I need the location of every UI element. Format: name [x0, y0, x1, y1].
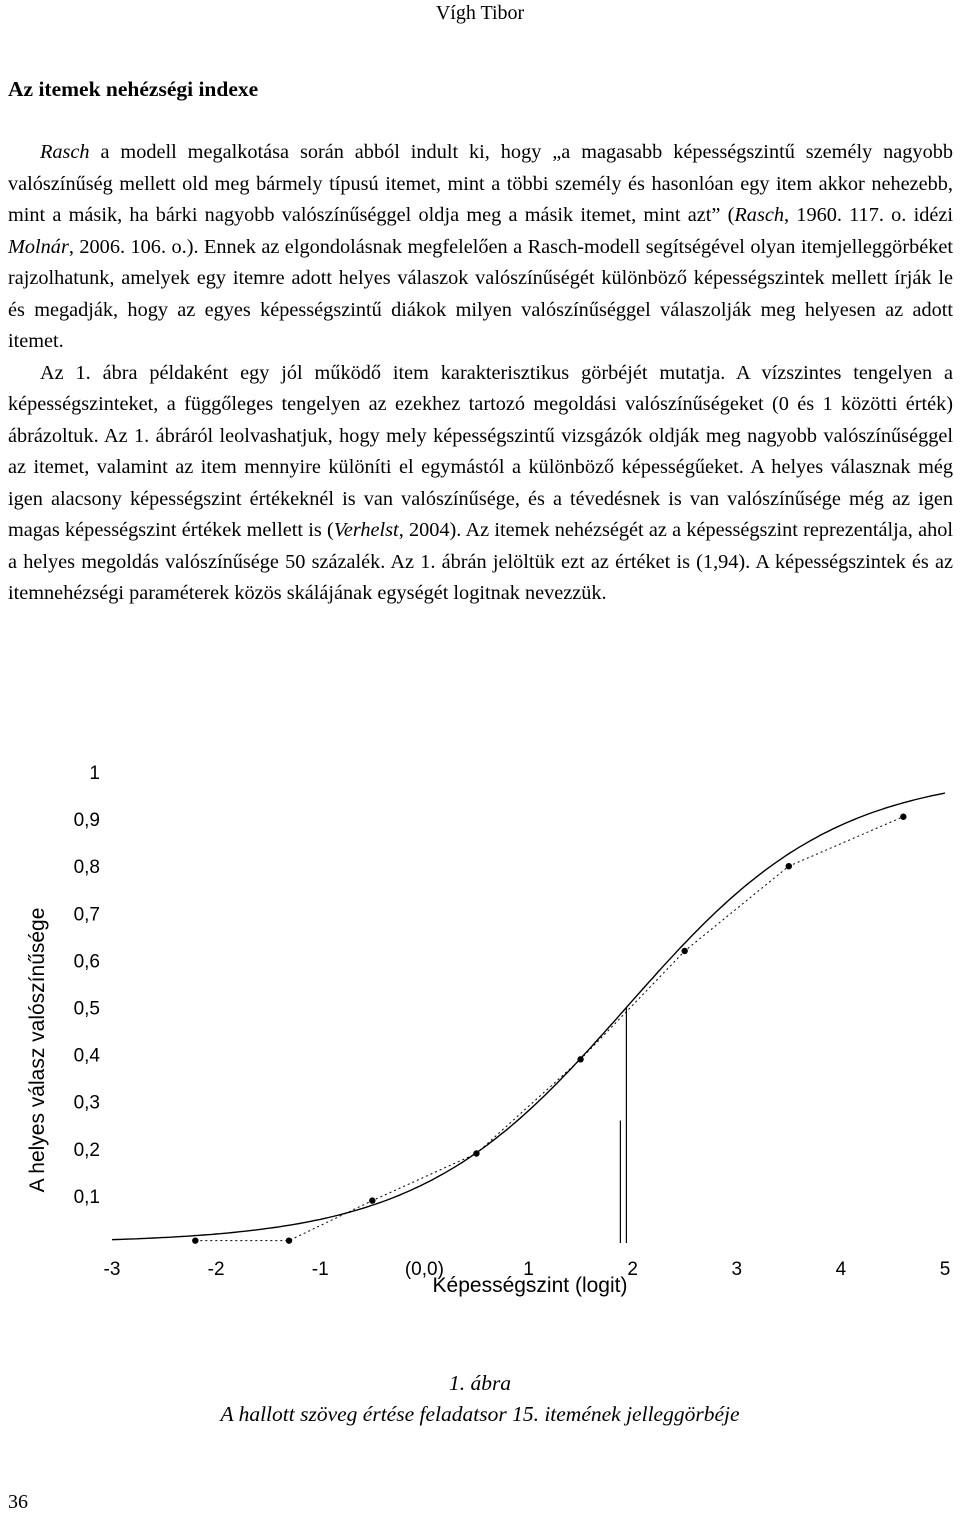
observed-point	[473, 1150, 479, 1156]
observed-point	[786, 863, 792, 869]
section-title: Az itemek nehézségi indexe	[8, 77, 259, 101]
x-tick-label: 2	[627, 1259, 638, 1280]
y-tick-label: 0,1	[73, 1186, 100, 1208]
citation-author: Rasch	[40, 141, 90, 163]
y-tick-label: 0,8	[73, 857, 100, 879]
paragraph-2	[8, 358, 953, 610]
text-run: , 1960. 117. o. idézi	[784, 204, 953, 226]
citation-author: Molnár	[8, 235, 69, 258]
paragraph-1	[8, 137, 953, 358]
observed-point	[369, 1197, 375, 1203]
y-tick-label: 0,9	[73, 810, 100, 832]
x-tick-label: 3	[731, 1259, 743, 1280]
x-tick-label: (0,0)	[404, 1259, 444, 1280]
y-axis-label-group	[26, 908, 49, 1193]
observed-point	[286, 1237, 292, 1243]
observed-series-line	[195, 817, 903, 1241]
observed-point	[681, 948, 687, 954]
x-tick-label: -2	[207, 1259, 225, 1280]
y-tick-label: 1	[89, 763, 100, 784]
x-axis-label: Képességszint (logit)	[432, 1274, 628, 1297]
x-tick-label: -1	[311, 1259, 329, 1280]
model-curve	[112, 793, 945, 1240]
body-text	[8, 137, 953, 610]
y-tick-label: 0,3	[73, 1092, 100, 1114]
y-tick-label: 0,6	[73, 951, 100, 973]
x-tick-label: 1	[523, 1259, 534, 1280]
figure-caption	[0, 1368, 960, 1430]
y-tick-labels	[74, 763, 101, 1208]
text-run: , 2006. 106. o.). Ennek az elgondolásnak megfelelően a Rasch-modell segítségével olyan itemjelleggörbéket rajzolhatunk, amelyek egy itemre adott helyes válaszok valószínűségét különböző képességszintek mellett írják le és megadják, hogy az egyes képességszintű diákok milyen valószínűséggel válaszolják meg helyesen az adott itemet.	[8, 235, 953, 352]
y-tick-label: 0,5	[73, 998, 100, 1020]
chart-marks	[112, 793, 945, 1244]
running-header: Vígh Tibor	[435, 2, 525, 24]
observed-point	[192, 1237, 198, 1243]
y-tick-label: 0,7	[73, 904, 100, 926]
x-tick-label: 5	[939, 1259, 951, 1280]
page-number: 36	[8, 1491, 28, 1513]
observed-point	[577, 1056, 583, 1062]
text-run: , 2004). Az itemek nehézségét az a képességszint reprezentálja, ahol a helyes megoldás valószínűsége 50 százalék. Az 1. ábrán jelöltük ezt az értéket is (1,94). A képességszintek és az itemnehézségi paraméterek közös skálájának egységét logitnak nevezzük.	[8, 519, 953, 604]
item-characteristic-chart	[0, 755, 960, 1355]
observed-point	[900, 814, 906, 820]
x-tick-label: 4	[835, 1259, 847, 1280]
figure-number: 1. ábra	[448, 1371, 512, 1395]
y-axis-label: A helyes válasz valószínűsége	[26, 907, 49, 1193]
x-tick-label: -3	[103, 1259, 121, 1280]
y-tick-label: 0,4	[73, 1045, 100, 1067]
text-run: Az 1. ábra példaként egy jól működő item karakterisztikus görbéjét mutatja. A vízszintes tengelyen a képességszinteket, a függőleges tengelyen az ezekhez tartozó megoldási valószínűségeket (0 és 1 közötti érték) ábrázoltuk. Az 1. ábráról leolvashatjuk, hogy mely képességszintű vizsgázók oldják meg nagyobb valószínűséggel az itemet, valamint az item mennyire különíti el egymástól a különböző képességűeket. A helyes válasznak még igen alacsony képességszint értékeknél is van valószínűsége, és a tévedésnek is van valószínűsége még az igen magas képességszint értékek mellett is (	[8, 361, 953, 541]
y-tick-label: 0,2	[73, 1139, 100, 1161]
figure-title: A hallott szöveg értése feladatsor 15. itemének jelleggörbéje	[220, 1402, 740, 1426]
citation-author: Rasch	[734, 204, 784, 226]
citation-author: Verhelst	[333, 519, 399, 541]
text-run: a modell megalkotása során abból indult ki, hogy „a magasabb képességszintű személy nagyobb valószínűség mellett old meg bármely típusú itemet, mint a többi személy és hasonlóan egy item akkor nehezebb, mint a másik, ha bárki nagyobb valószínűséggel oldja meg a másik itemet, mint azt” (	[8, 141, 953, 226]
